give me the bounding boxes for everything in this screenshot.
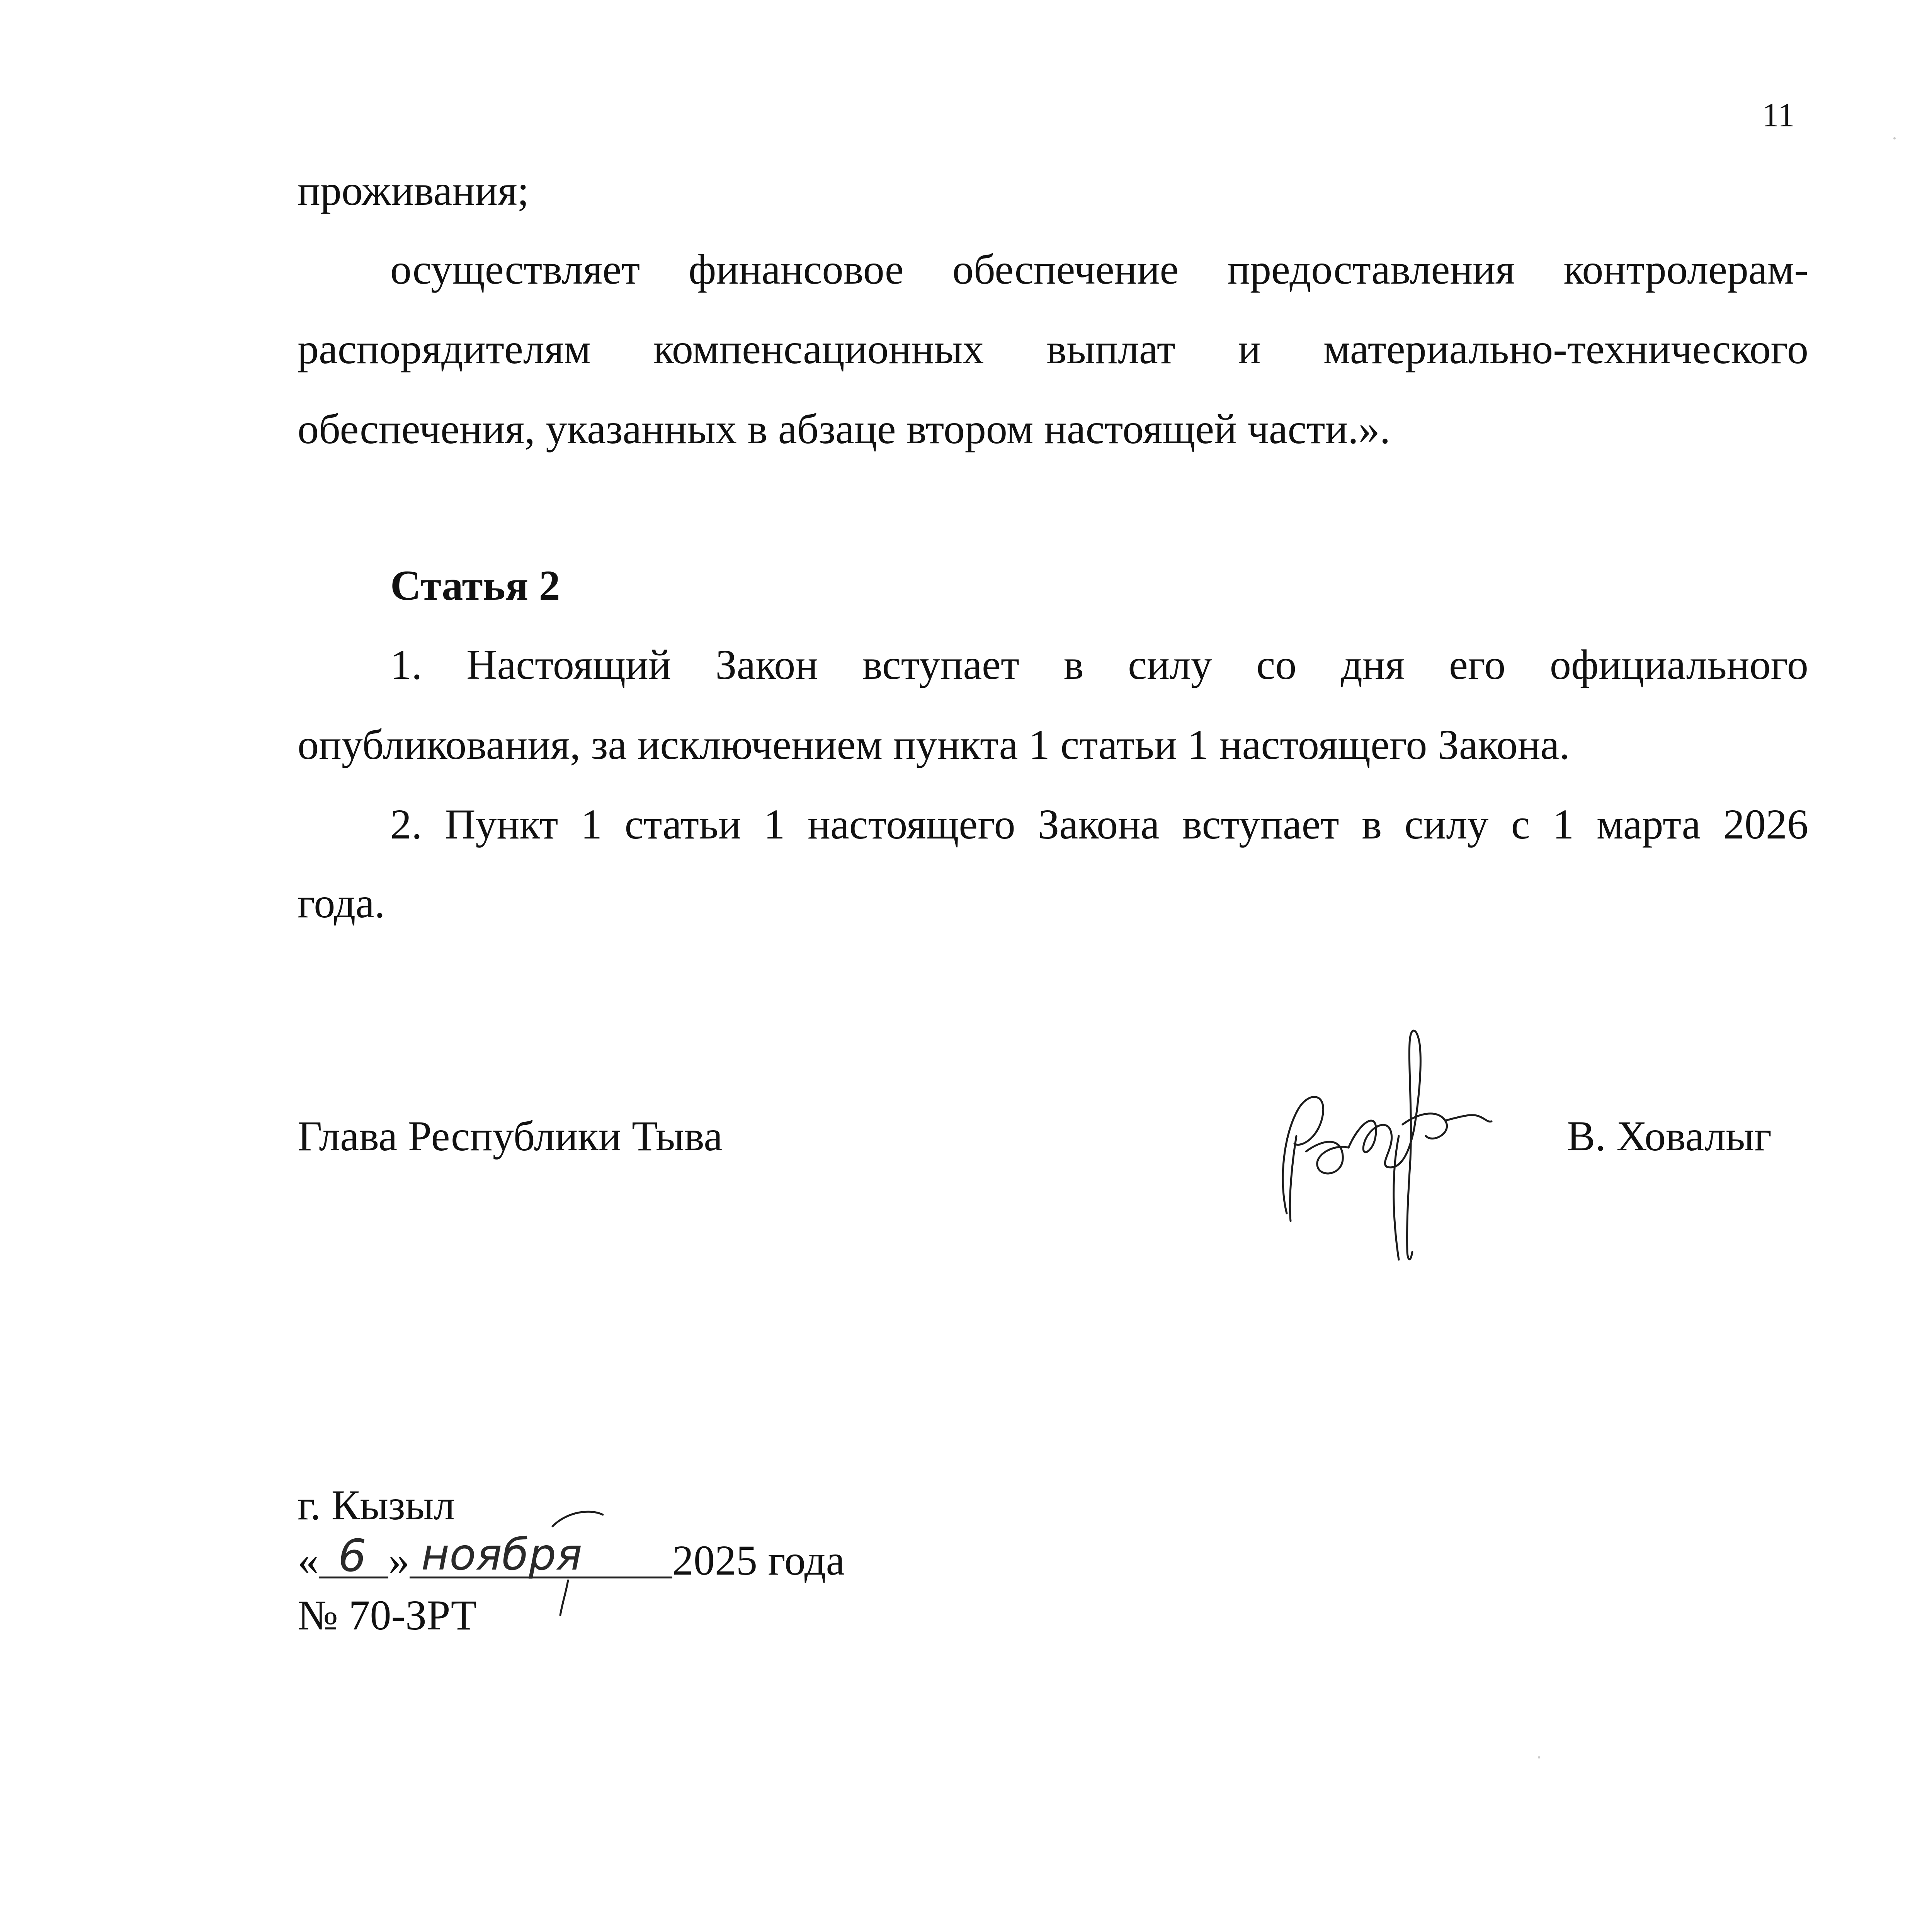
word: 1. [390, 641, 422, 688]
signatory-name: В. Ховалыг [1567, 1112, 1772, 1160]
page-number: 11 [1762, 97, 1795, 134]
paragraph-financing [390, 248, 1808, 291]
article-point-2-line-2: года. [298, 879, 385, 927]
word: выплат [1046, 325, 1175, 372]
article-point-1 [390, 643, 1808, 686]
word: силу [1404, 801, 1489, 848]
paragraph-line [390, 248, 1808, 291]
word: марта [1596, 801, 1701, 848]
date-open-quote: « [298, 1537, 319, 1584]
article-point-2 [390, 801, 1808, 848]
word: Пункт [445, 801, 558, 848]
date-day-handwritten: 6 [338, 1530, 367, 1582]
word: финансовое [689, 246, 904, 293]
paragraph-line [390, 801, 1808, 848]
word: контролерам- [1563, 246, 1808, 293]
paragraph-line [390, 643, 1808, 686]
word: статьи [624, 801, 741, 848]
paragraph-financing-line-2 [298, 325, 1808, 372]
word: вступает [1182, 801, 1339, 848]
word: силу [1128, 641, 1212, 688]
word: со [1256, 641, 1297, 688]
word: вступает [862, 641, 1020, 688]
word: его [1449, 641, 1506, 688]
scan-speck [1538, 1756, 1540, 1759]
word: и [1238, 325, 1261, 372]
word: дня [1341, 641, 1405, 688]
word: материально-технического [1323, 325, 1808, 372]
law-number: № 70-ЗРТ [298, 1592, 477, 1639]
word: Закона [1038, 801, 1160, 848]
date-close-quote: » [388, 1537, 410, 1584]
word: 2026 [1723, 801, 1808, 848]
scan-speck [1893, 137, 1896, 139]
paragraph-continuation: проживания; [298, 167, 529, 214]
date-day-field [319, 1530, 388, 1582]
date-month-handwritten: ноября [421, 1530, 582, 1580]
word: предоставления [1227, 246, 1515, 293]
place-of-signing: г. Кызыл [298, 1481, 455, 1529]
word: распорядителям [298, 325, 591, 372]
word: в [1362, 801, 1382, 848]
article-heading: Статья 2 [390, 562, 560, 609]
paragraph-line [298, 325, 1808, 372]
word: 1 [764, 801, 785, 848]
word: 1 [1553, 801, 1574, 848]
word: Настоящий [466, 641, 671, 688]
handwritten-stroke-mark [545, 1503, 611, 1619]
article-point-1-line-2: опубликования, за исключением пункта 1 статьи 1 настоящего Закона. [298, 721, 1570, 768]
word: осуществляет [390, 246, 640, 293]
word: официального [1549, 641, 1808, 688]
word: Закон [715, 641, 818, 688]
word: настоящего [808, 801, 1015, 848]
handwritten-signature [1264, 1020, 1503, 1267]
word: 2. [390, 801, 422, 848]
date-year: 2025 года [672, 1537, 845, 1584]
date-month-field [410, 1530, 672, 1580]
word: с [1511, 801, 1530, 848]
word: компенсационных [653, 325, 984, 372]
word: 1 [581, 801, 602, 848]
word: в [1063, 641, 1084, 688]
signatory-position: Глава Республики Тыва [298, 1112, 723, 1160]
paragraph-financing-line-3: обеспечения, указанных в абзаце втором настоящей части.». [298, 405, 1391, 452]
word: обеспечение [952, 246, 1179, 293]
